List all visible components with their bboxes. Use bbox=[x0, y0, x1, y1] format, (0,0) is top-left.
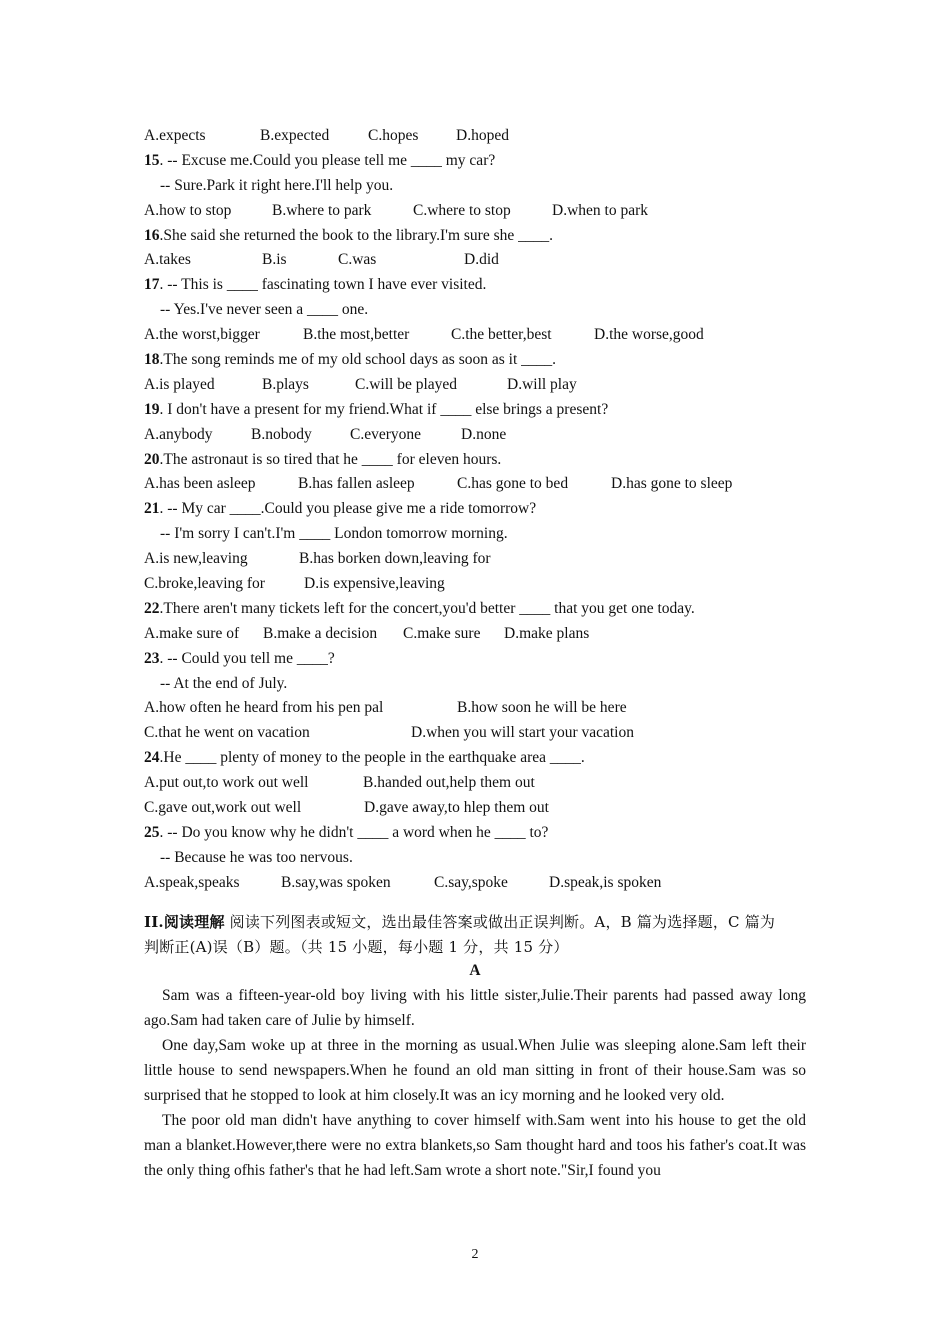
option-a: A.is played bbox=[144, 375, 215, 393]
page-number: 2 bbox=[471, 1247, 479, 1262]
question-number: 21 bbox=[144, 500, 160, 518]
option-b: B.how soon he will be here bbox=[457, 699, 627, 717]
option-d: D.speak,is spoken bbox=[549, 873, 662, 891]
section-2-heading: II.阅读理解 bbox=[144, 912, 225, 931]
option-d: D.when to park bbox=[552, 201, 648, 219]
section-2-instruction-line2: 判断正(A)误（B）题。（共 15 小题，每小题 1 分，共 15 分） bbox=[144, 937, 569, 956]
question-25-reply: -- Because he was too nervous. bbox=[160, 848, 353, 866]
question-17-options bbox=[144, 323, 806, 348]
question-number: 20 bbox=[144, 450, 160, 468]
option-a: A.is new,leaving bbox=[144, 550, 248, 568]
q14-option-c: C.hopes bbox=[368, 127, 419, 144]
option-d: D.will play bbox=[507, 375, 577, 393]
question-number: 15 bbox=[144, 151, 160, 169]
question-number: 18 bbox=[144, 351, 160, 369]
option-c: C.say,spoke bbox=[434, 873, 508, 891]
question-15 bbox=[144, 149, 806, 174]
question-21-reply: -- I'm sorry I can't.I'm ____ London tomorrow morning. bbox=[160, 525, 508, 543]
document-page bbox=[144, 124, 806, 1184]
question-19-options bbox=[144, 423, 806, 448]
question-16 bbox=[144, 224, 806, 249]
question-number: 16 bbox=[144, 226, 160, 244]
question-number: 23 bbox=[144, 649, 160, 667]
question-21 bbox=[144, 497, 806, 522]
option-b: B.has fallen asleep bbox=[298, 475, 415, 493]
option-a: A.how to stop bbox=[144, 201, 232, 219]
question-stem: . -- Excuse me.Could you please tell me ____ my car? bbox=[159, 151, 496, 169]
option-b: B.handed out,help them out bbox=[363, 774, 535, 792]
question-stem: . -- This is ____ fascinating town I have ever visited. bbox=[159, 276, 487, 294]
option-c: C.will be played bbox=[355, 375, 458, 393]
option-c: C.everyone bbox=[350, 425, 422, 443]
option-a: A.make sure of bbox=[144, 624, 240, 642]
question-21-options-row2 bbox=[144, 572, 806, 597]
question-20 bbox=[144, 448, 806, 473]
option-a: A.how often he heard from his pen pal bbox=[144, 699, 384, 717]
question-stem: .The astronaut is so tired that he ____ for eleven hours. bbox=[159, 450, 502, 468]
option-b: B.the most,better bbox=[303, 326, 410, 344]
question-stem: . -- Do you know why he didn't ____ a word when he ____ to? bbox=[159, 823, 549, 841]
option-c: C.gave out,work out well bbox=[144, 799, 302, 817]
question-22-options bbox=[144, 622, 806, 647]
q14-option-b: B.expected bbox=[260, 127, 330, 144]
option-b: B.say,was spoken bbox=[281, 873, 391, 891]
option-c: C.was bbox=[338, 251, 377, 269]
question-15-options bbox=[144, 199, 806, 224]
option-c: C.that he went on vacation bbox=[144, 724, 310, 742]
question-18 bbox=[144, 348, 806, 373]
option-b: B.nobody bbox=[251, 425, 312, 443]
option-b: B.has borken down,leaving for bbox=[299, 550, 491, 568]
passage-paragraph-3: The poor old man didn't have anything to cover himself with.Sam went into his house to get the old man a blanket.However,there were no extra blankets,so Sam thought hard and toos his father's coat.It was the only thing ofhis father's that he had left.Sam wrote a short note."Sir,I found you bbox=[144, 1111, 806, 1179]
question-17-reply: -- Yes.I've never seen a ____ one. bbox=[160, 301, 369, 319]
question-stem: .She said she returned the book to the library.I'm sure she ____. bbox=[159, 226, 554, 244]
question-21-options-row1 bbox=[144, 547, 806, 572]
question-20-options bbox=[144, 472, 806, 497]
option-c: C.has gone to bed bbox=[457, 475, 569, 493]
q14-options bbox=[144, 124, 806, 149]
option-a: A.put out,to work out well bbox=[144, 774, 309, 792]
option-a: A.takes bbox=[144, 251, 191, 269]
option-d: D.gave away,to hlep them out bbox=[364, 799, 549, 817]
question-23-options-row1 bbox=[144, 696, 806, 721]
option-d: D.the worse,good bbox=[594, 326, 704, 344]
question-19 bbox=[144, 398, 806, 423]
question-stem: . I don't have a present for my friend.What if ____ else brings a present? bbox=[159, 400, 609, 418]
question-24-options-row1 bbox=[144, 771, 806, 796]
option-a: A.anybody bbox=[144, 425, 213, 443]
question-25 bbox=[144, 821, 806, 846]
question-24-options-row2 bbox=[144, 796, 806, 821]
question-stem: .He ____ plenty of money to the people in the earthquake area ____. bbox=[159, 749, 585, 767]
passage-title: A bbox=[469, 962, 481, 980]
section-2-instructions bbox=[144, 910, 806, 960]
passage-paragraph-1: Sam was a fifteen-year-old boy living with his little sister,Julie.Their parents had passed away long ago.Sam had taken care of Julie by himself. bbox=[144, 987, 806, 1030]
question-number: 22 bbox=[144, 599, 160, 617]
section-2-instruction-line1: 阅读下列图表或短文，选出最佳答案或做出正误判断。A，B 篇为选择题，C 篇为 bbox=[224, 912, 776, 931]
question-15-reply: -- Sure.Park it right here.I'll help you. bbox=[160, 176, 394, 194]
option-d: D.when you will start your vacation bbox=[411, 724, 634, 742]
option-a: A.has been asleep bbox=[144, 475, 256, 493]
option-a: A.speak,speaks bbox=[144, 873, 240, 891]
option-d: D.did bbox=[464, 251, 499, 269]
option-c: C.broke,leaving for bbox=[144, 575, 265, 593]
question-17 bbox=[144, 273, 806, 298]
question-stem: .The song reminds me of my old school days as soon as it ____. bbox=[159, 351, 556, 369]
q14-option-a: A.expects bbox=[144, 127, 206, 144]
question-number: 25 bbox=[144, 823, 160, 841]
option-b: B.make a decision bbox=[263, 624, 378, 642]
question-22 bbox=[144, 597, 806, 622]
question-16-options bbox=[144, 248, 806, 273]
option-c: C.make sure bbox=[403, 624, 481, 642]
question-18-options bbox=[144, 373, 806, 398]
passage-paragraph-2: One day,Sam woke up at three in the morning as usual.When Julie was sleeping alone.Sam left their little house to send newspapers.When he found an old man sitting in front of their house.Sam was so surprised that he stopped to look at him closely.It was an icy morning and he looked very old. bbox=[144, 1037, 806, 1104]
q14-option-d: D.hoped bbox=[456, 127, 509, 144]
question-stem: . -- Could you tell me ____? bbox=[159, 649, 335, 667]
option-a: A.the worst,bigger bbox=[144, 326, 260, 344]
option-d: D.make plans bbox=[504, 624, 590, 642]
question-number: 24 bbox=[144, 749, 160, 767]
option-c: C.the better,best bbox=[451, 326, 552, 344]
question-stem: .There aren't many tickets left for the concert,you'd better ____ that you get one today. bbox=[159, 599, 695, 617]
question-number: 19 bbox=[144, 400, 160, 418]
question-23-options-row2 bbox=[144, 721, 806, 746]
option-d: D.is expensive,leaving bbox=[304, 575, 445, 593]
question-24 bbox=[144, 746, 806, 771]
option-b: B.is bbox=[262, 251, 287, 269]
question-number: 17 bbox=[144, 276, 160, 294]
question-23 bbox=[144, 647, 806, 672]
question-25-options bbox=[144, 871, 806, 896]
option-b: B.plays bbox=[262, 375, 309, 393]
option-d: D.none bbox=[461, 425, 507, 443]
question-stem: . -- My car ____.Could you please give me a ride tomorrow? bbox=[159, 500, 537, 518]
option-b: B.where to park bbox=[272, 201, 372, 219]
option-c: C.where to stop bbox=[413, 201, 511, 219]
option-d: D.has gone to sleep bbox=[611, 475, 733, 493]
question-23-reply: -- At the end of July. bbox=[160, 674, 288, 692]
